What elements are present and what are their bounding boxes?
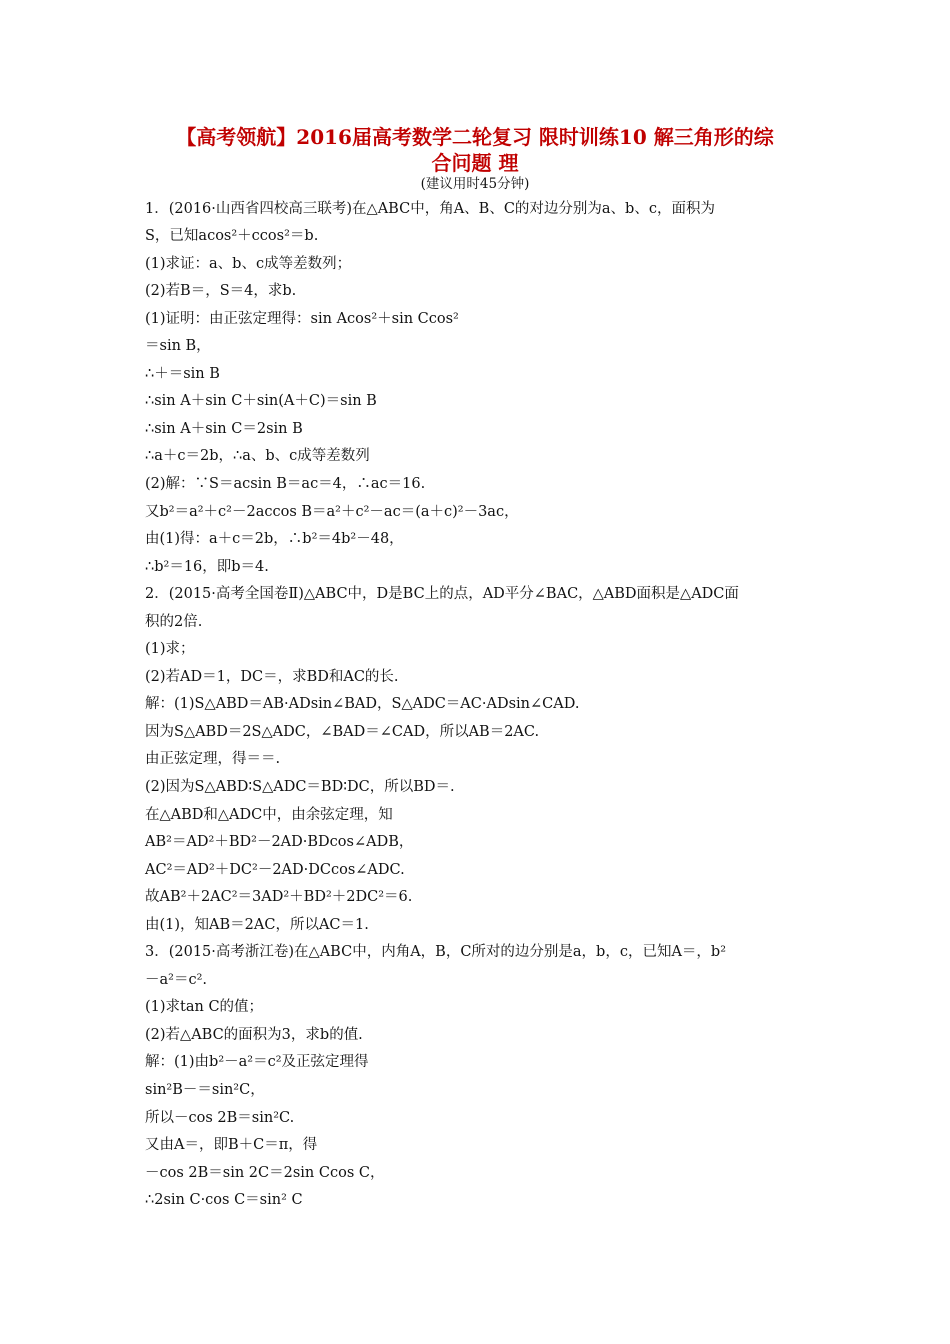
body-line: ∴sin A＋sin C＝2sin B bbox=[145, 421, 303, 437]
body-line: －a²＝c². bbox=[145, 972, 208, 988]
body-line: 由(1)，知AB＝2AC，所以AC＝1. bbox=[145, 917, 369, 933]
document-title-line1: 【高考领航】2016届高考数学二轮复习 限时训练10 解三角形的综 bbox=[176, 125, 774, 149]
body-line: (1)求证：a、b、c成等差数列； bbox=[145, 256, 352, 272]
body-line: 所以－cos 2B＝sin²C. bbox=[145, 1110, 295, 1126]
body-line: (2)解：∵S＝acsin B＝ac＝4，∴ac＝16. bbox=[145, 476, 426, 492]
body-line: S，已知acos²＋ccos²＝b. bbox=[145, 228, 319, 244]
document-title-line2: 合问题 理 bbox=[431, 151, 519, 175]
body-line: (2)若B＝，S＝4，求b. bbox=[145, 283, 297, 299]
body-line: 解：(1)S△ABD＝AB·ADsin∠BAD，S△ADC＝AC·ADsin∠CAD. bbox=[145, 696, 580, 712]
body-line: 1．(2016·山西省四校高三联考)在△ABC中，角A、B、C的对边分别为a、b、c，面积为 bbox=[145, 201, 715, 217]
body-line: 故AB²＋2AC²＝3AD²＋BD²＋2DC²＝6. bbox=[145, 889, 413, 905]
body-line: AC²＝AD²＋DC²－2AD·DCcos∠ADC. bbox=[145, 862, 405, 878]
body-line: (1)求tan C的值； bbox=[145, 999, 264, 1015]
body-line: (1)求； bbox=[145, 641, 195, 657]
body-line: 3．(2015·高考浙江卷)在△ABC中，内角A，B，C所对的边分别是a，b，c，已知A＝，b² bbox=[145, 944, 727, 960]
body-line: 2．(2015·高考全国卷Ⅱ)△ABC中，D是BC上的点，AD平分∠BAC，△ABD面积是△ADC面 bbox=[145, 586, 739, 602]
body-line: 在△ABD和△ADC中，由余弦定理，知 bbox=[145, 807, 393, 823]
body-line: 因为S△ABD＝2S△ADC，∠BAD＝∠CAD，所以AB＝2AC. bbox=[145, 724, 540, 740]
body-line: 又由A＝，即B＋C＝π，得 bbox=[145, 1137, 318, 1153]
body-line: 又b²＝a²＋c²－2accos B＝a²＋c²－ac＝(a＋c)²－3ac， bbox=[145, 504, 519, 520]
body-line: 解：(1)由b²－a²＝c²及正弦定理得 bbox=[145, 1054, 369, 1070]
body-line: ∴b²＝16，即b＝4. bbox=[145, 559, 269, 575]
body-line: (2)若△ABC的面积为3，求b的值. bbox=[145, 1027, 363, 1043]
suggested-time: (建议用时45分钟) bbox=[420, 176, 530, 192]
body-line: 由(1)得：a＋c＝2b，∴b²＝4b²－48， bbox=[145, 531, 404, 547]
body-line: AB²＝AD²＋BD²－2AD·BDcos∠ADB， bbox=[145, 834, 414, 850]
body-line: ∴2sin C·cos C＝sin² C bbox=[145, 1192, 303, 1208]
body-line: ＝sin B， bbox=[145, 338, 211, 354]
body-line: －cos 2B＝sin 2C＝2sin Ccos C， bbox=[145, 1165, 385, 1181]
body-line: ∴a＋c＝2b，∴a、b、c成等差数列 bbox=[145, 448, 370, 464]
body-line: (2)因为S△ABD∶S△ADC＝BD∶DC，所以BD＝. bbox=[145, 779, 455, 795]
body-line: (2)若AD＝1，DC＝，求BD和AC的长. bbox=[145, 669, 399, 685]
body-line: (1)证明：由正弦定理得：sin Acos²＋sin Ccos² bbox=[145, 311, 459, 327]
body-line: 由正弦定理，得＝＝. bbox=[145, 751, 281, 767]
body-line: ∴sin A＋sin C＋sin(A＋C)＝sin B bbox=[145, 393, 377, 409]
body-line: ∴＋＝sin B bbox=[145, 366, 220, 382]
body-line: 积的2倍. bbox=[145, 614, 203, 630]
body-line: sin²B－＝sin²C， bbox=[145, 1082, 265, 1098]
